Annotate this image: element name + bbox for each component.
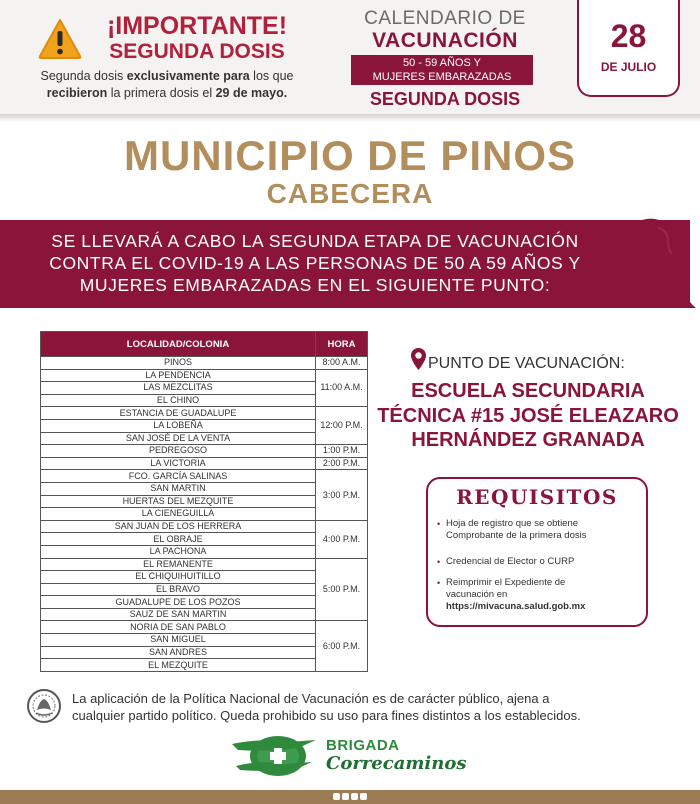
hora-cell: 8:00 A.M. (316, 357, 368, 370)
localidad-cell: SAN MIGUEL (41, 634, 316, 647)
point-name-line: TÉCNICA #15 JOSÉ ELEAZARO (377, 404, 679, 427)
table-row (41, 445, 368, 458)
requirement-text: Hoja de registro que se obtiene (446, 518, 579, 529)
note-text: la primera dosis el (107, 86, 216, 100)
requirement-text: Comprobante de la primera dosis (446, 530, 587, 541)
note-date: 29 de mayo. (215, 86, 288, 100)
column-header-localidad: LOCALIDAD/COLONIA (41, 332, 316, 357)
requirements-title: REQUISITOS (456, 485, 618, 509)
announcement-line: CONTRA EL COVID-19 A LAS PERSONAS DE 50 A 59 AÑOS Y (49, 253, 581, 273)
requirement-text: Reimprimir el Expediente de (446, 577, 566, 588)
localidad-cell: EL BRAVO (41, 583, 316, 596)
localidad-cell: LA CIENEGUILLA (41, 508, 316, 521)
hora-cell: 2:00 P.M. (316, 457, 368, 470)
note-text: los que (249, 69, 294, 83)
vaccination-point-name (370, 379, 686, 453)
localidad-cell: SAN MARTIN (41, 482, 316, 495)
schedule-table (40, 331, 368, 672)
note-text: Segunda dosis (40, 69, 127, 83)
footer-bar (0, 790, 700, 804)
mivacuna-link[interactable]: https://mivacuna.salud.gob.mx (446, 601, 586, 612)
date-day: 28 (610, 18, 647, 54)
requirement-item (437, 556, 642, 568)
calendar-title: CALENDARIO DE (364, 8, 526, 29)
localidad-cell: EL MEZQUITE (41, 659, 316, 672)
localidad-cell: SAUZ DE SAN MARTIN (41, 608, 316, 621)
schedule-body (41, 357, 368, 672)
table-row (41, 470, 368, 483)
important-subtitle: SEGUNDA DOSIS (109, 40, 285, 63)
requirement-item (437, 518, 642, 542)
hora-cell: 6:00 P.M. (316, 621, 368, 671)
localidad-cell: PEDREGOSO (41, 445, 316, 458)
localidad-cell: LAS MEZCLITAS (41, 382, 316, 395)
disclaimer-line: cualquier partido político. Queda prohibido su uso para fines distintos a los establecidos. (72, 708, 581, 723)
localidad-cell: SAN ANDRES (41, 646, 316, 659)
municipio-subtitle: CABECERA (266, 178, 434, 209)
localidad-cell: EL CHIQUIHUITILLO (41, 571, 316, 584)
age-group-box (351, 55, 533, 85)
hora-cell: 12:00 P.M. (316, 407, 368, 445)
localidad-cell: SAN JOSÉ DE LA VENTA (41, 432, 316, 445)
location-pin-icon (410, 347, 427, 371)
localidad-cell: LA VICTORIA (41, 457, 316, 470)
table-row (41, 407, 368, 420)
localidad-cell: LA LOBEÑA (41, 419, 316, 432)
localidad-cell: EL REMANENTE (41, 558, 316, 571)
table-row (41, 369, 368, 382)
calendar-dose-label: SEGUNDA DOSIS (369, 89, 521, 109)
localidad-cell: EL CHINO (41, 394, 316, 407)
localidad-cell: LA PENDENCIA (41, 369, 316, 382)
hora-cell: 11:00 A.M. (316, 369, 368, 407)
note-bold: exclusivamente para (126, 69, 250, 83)
vaccination-point-label: PUNTO DE VACUNACIÓN: (428, 355, 625, 372)
table-row (41, 558, 368, 571)
date-month: DE JULIO (600, 60, 657, 74)
announcement-line: SE LLEVARÁ A CABO LA SEGUNDA ETAPA DE VACUNACIÓN (51, 231, 579, 251)
table-row (41, 357, 368, 370)
announcement-text (10, 230, 620, 296)
point-name-line: HERNÁNDEZ GRANADA (411, 429, 645, 451)
hora-cell: 3:00 P.M. (316, 470, 368, 520)
table-row (41, 520, 368, 533)
localidad-cell: EL OBRAJE (41, 533, 316, 546)
bullet-icon: • (437, 557, 441, 567)
brigada-label: BRIGADA (326, 737, 400, 754)
localidad-cell: PINOS (41, 357, 316, 370)
calendar-title-vacunacion: VACUNACIÓN (372, 29, 518, 52)
roadrunner-logo-icon (228, 730, 320, 780)
woman-silhouette-icon (612, 214, 696, 314)
requirement-text: Credencial de Elector o CURP (446, 556, 575, 567)
second-dose-note (22, 68, 312, 102)
localidad-cell: NORIA DE SAN PABLO (41, 621, 316, 634)
important-title: ¡IMPORTANTE! (106, 12, 288, 40)
announcement-line: MUJERES EMBARAZADAS EN EL SIGUIENTE PUNTO: (79, 275, 551, 295)
hora-cell: 5:00 P.M. (316, 558, 368, 621)
bullet-icon: • (437, 519, 441, 529)
twitter-icon[interactable] (342, 793, 349, 800)
table-header-row (41, 332, 368, 357)
facebook-icon[interactable] (333, 793, 340, 800)
government-seal-icon (26, 688, 62, 724)
municipio-title: MUNICIPIO DE PINOS (123, 132, 577, 179)
age-group-line: MUJERES EMBARAZADAS (372, 71, 512, 83)
note-bold: recibieron (46, 86, 108, 100)
correcaminos-label: Correcaminos (326, 753, 467, 774)
requirement-item (437, 577, 642, 613)
localidad-cell: GUADALUPE DE LOS POZOS (41, 596, 316, 609)
localidad-cell: FCO. GARCÍA SALINAS (41, 470, 316, 483)
youtube-icon[interactable] (360, 793, 367, 800)
localidad-cell: SAN JUAN DE LOS HERRERA (41, 520, 316, 533)
hora-cell: 1:00 P.M. (316, 445, 368, 458)
bullet-icon: • (437, 578, 441, 588)
age-group-line: 50 - 59 AÑOS Y (402, 57, 482, 69)
table-row (41, 457, 368, 470)
warning-icon (38, 18, 82, 60)
localidad-cell: LA PACHONA (41, 545, 316, 558)
instagram-icon[interactable] (351, 793, 358, 800)
date-card (577, 0, 680, 97)
localidad-cell: HUERTAS DEL MEZQUITE (41, 495, 316, 508)
requirement-text: vacunación en (446, 589, 508, 600)
point-name-line: ESCUELA SECUNDARIA (411, 380, 645, 402)
header-shadow (0, 114, 700, 122)
column-header-hora: HORA (316, 332, 368, 357)
political-disclaimer (72, 690, 672, 724)
hora-cell: 4:00 P.M. (316, 520, 368, 558)
disclaimer-line: La aplicación de la Política Nacional de Vacunación es de carácter público, ajena a (72, 691, 550, 706)
table-row (41, 621, 368, 634)
localidad-cell: ESTANCIA DE GUADALUPE (41, 407, 316, 420)
